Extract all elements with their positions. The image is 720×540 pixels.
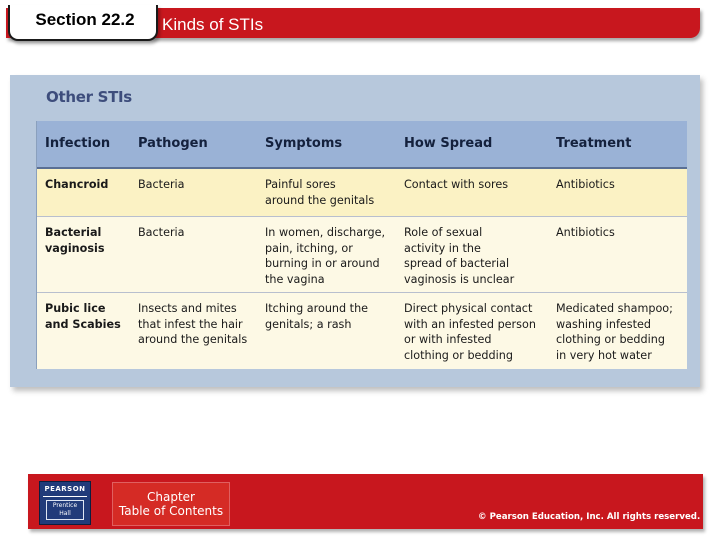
section-label: Section 22.2 bbox=[35, 10, 135, 29]
cell-how-spread: Direct physical contact with an infested person or with infested clothing or bedding bbox=[404, 302, 536, 362]
copyright-text: © Pearson Education, Inc. All rights reserved. bbox=[478, 512, 701, 522]
cell-symptoms: In women, discharge, pain, itching, or burning in or around the vagina bbox=[265, 226, 386, 286]
cell-symptoms: Itching around the genitals; a rash bbox=[265, 302, 369, 331]
cell-pathogen: Bacteria bbox=[138, 226, 185, 239]
logo-publisher-text: PEARSON bbox=[44, 485, 86, 493]
column-header-treatment: Treatment bbox=[556, 136, 632, 151]
cell-pathogen: Bacteria bbox=[138, 178, 185, 191]
cell-infection: Bacterial vaginosis bbox=[45, 226, 105, 255]
table-title: Other STIs bbox=[46, 88, 132, 106]
table-row bbox=[37, 169, 687, 217]
cell-infection: Chancroid bbox=[45, 178, 109, 191]
sti-table bbox=[36, 121, 687, 369]
logo-divider bbox=[43, 496, 87, 497]
cell-treatment: Antibiotics bbox=[556, 226, 615, 239]
cell-treatment: Antibiotics bbox=[556, 178, 615, 191]
table-row bbox=[37, 293, 687, 369]
cell-infection: Pubic lice and Scabies bbox=[45, 302, 121, 331]
table-header-row bbox=[37, 121, 687, 169]
section-tab bbox=[8, 5, 158, 41]
pearson-prentice-hall-logo bbox=[39, 481, 91, 525]
logo-imprint-text: Prentice Hall bbox=[46, 500, 84, 520]
cell-symptoms: Painful sores around the genitals bbox=[265, 178, 375, 207]
chapter-table-of-contents-button[interactable]: Chapter Table of Contents bbox=[112, 482, 230, 526]
page-title: Kinds of STIs bbox=[162, 15, 264, 34]
cell-how-spread: Contact with sores bbox=[404, 178, 509, 191]
column-header-pathogen: Pathogen bbox=[138, 136, 208, 151]
cell-how-spread: Role of sexual activity in the spread of bacterial vaginosis is unclear bbox=[404, 226, 515, 286]
cell-pathogen: Insects and mites that infest the hair around the genitals bbox=[138, 302, 248, 346]
column-header-infection: Infection bbox=[45, 136, 111, 151]
cell-treatment: Medicated shampoo; washing infested clothing or bedding in very hot water bbox=[556, 302, 673, 362]
column-header-how-spread: How Spread bbox=[404, 136, 493, 151]
table-row bbox=[37, 217, 687, 293]
column-header-symptoms: Symptoms bbox=[265, 136, 343, 151]
sti-table-panel bbox=[10, 75, 700, 387]
